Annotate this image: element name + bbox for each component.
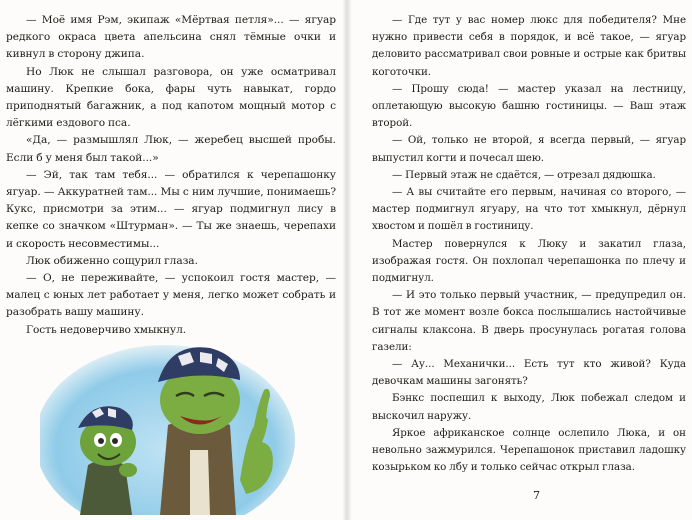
paragraph: — А вы считайте его первым, начиная со второго, — мастер подмигнул ягуару, на что тот хмыкнул, дёрнул хвостом и пошёл в гостиницу. [372,186,686,233]
page-number: 7 [533,489,540,502]
right-page [372,12,686,476]
paragraph: — Прошу сюда! — мастер указал на лестницу, оплетающую высокую башню гостиницы. — Ваш этаж второй. [372,82,686,130]
paragraph: — Ау... Механички... Есть тут кто живой? Куда девочкам машины загонять? [372,358,686,388]
paragraph: Бэнкс поспешил к выходу, Люк побежал следом и выскочил наружу. [372,392,686,422]
paragraph: Мастер повернулся к Люку и закатил глаза, изображая гостя. Он похлопал черепашонка по плечу и подмигнул. [372,237,686,285]
paragraph: — Ой, только не второй, я всегда первый, — ягуар выпустил когти и почесал шею. [372,134,686,164]
left-page [6,12,336,339]
paragraph: Гость недоверчиво хмыкнул. [26,323,187,336]
paragraph: — Первый этаж не сдаётся, — отрезал дядюшка. [392,168,656,181]
paragraph: Яркое африканское солнце ослепило Люка, и он невольно зажмурился. Черепашонок приставил ладошку козырьком ко лбу и только сейчас открыл глаза. [372,426,686,474]
paragraph: «Да, — размышлял Люк, — жеребец высшей пробы. Если б у меня был такой...» [6,134,336,164]
paragraph: — Где тут у вас номер люкс для победителя? Мне нужно привести себя в порядок, и всё такое, — ягуар деловито рассматривал свои ровные и острые как бритвы коготочки. [372,14,686,78]
paragraph: Но Люк не слышал разговора, он уже осматривал машину. Крепкие бока, фары чуть навыкат, гордо приподнятый багажник, а под капотом мощный мотор с лёгкими ездового пса. [6,65,336,130]
turtles-illustration [40,330,310,515]
book-gutter [342,0,352,520]
paragraph: — Моё имя Рэм, экипаж «Мёртвая петля»... — ягуар редкого окраса цвета апельсина снял тёмные очки и кивнул в сторону джипа. [6,14,336,61]
paragraph: — И это только первый участник, — предупредил он. В тот же момент возле бокса послышались настойчивые сигналы клаксона. В дверь просунулась рогатая голова газели: [372,289,686,353]
paragraph: — О, не переживайте, — успокоил гостя мастер, — малец с юных лет работает у меня, легко может собрать и разобрать вашу машину. [6,272,336,319]
paragraph: — Эй, так там тебя... — обратился к черепашонку ягуар. — Аккуратней там... Мы с ним лучшие, понимаешь? Кукс, присмотри за этим... — ягуар подмигнул лису в кепке со значком «Штурман». — Ты же знаешь, черепахи и скорость несовместимы... [6,168,336,250]
paragraph: Люк обиженно сощурил глаза. [26,254,198,267]
